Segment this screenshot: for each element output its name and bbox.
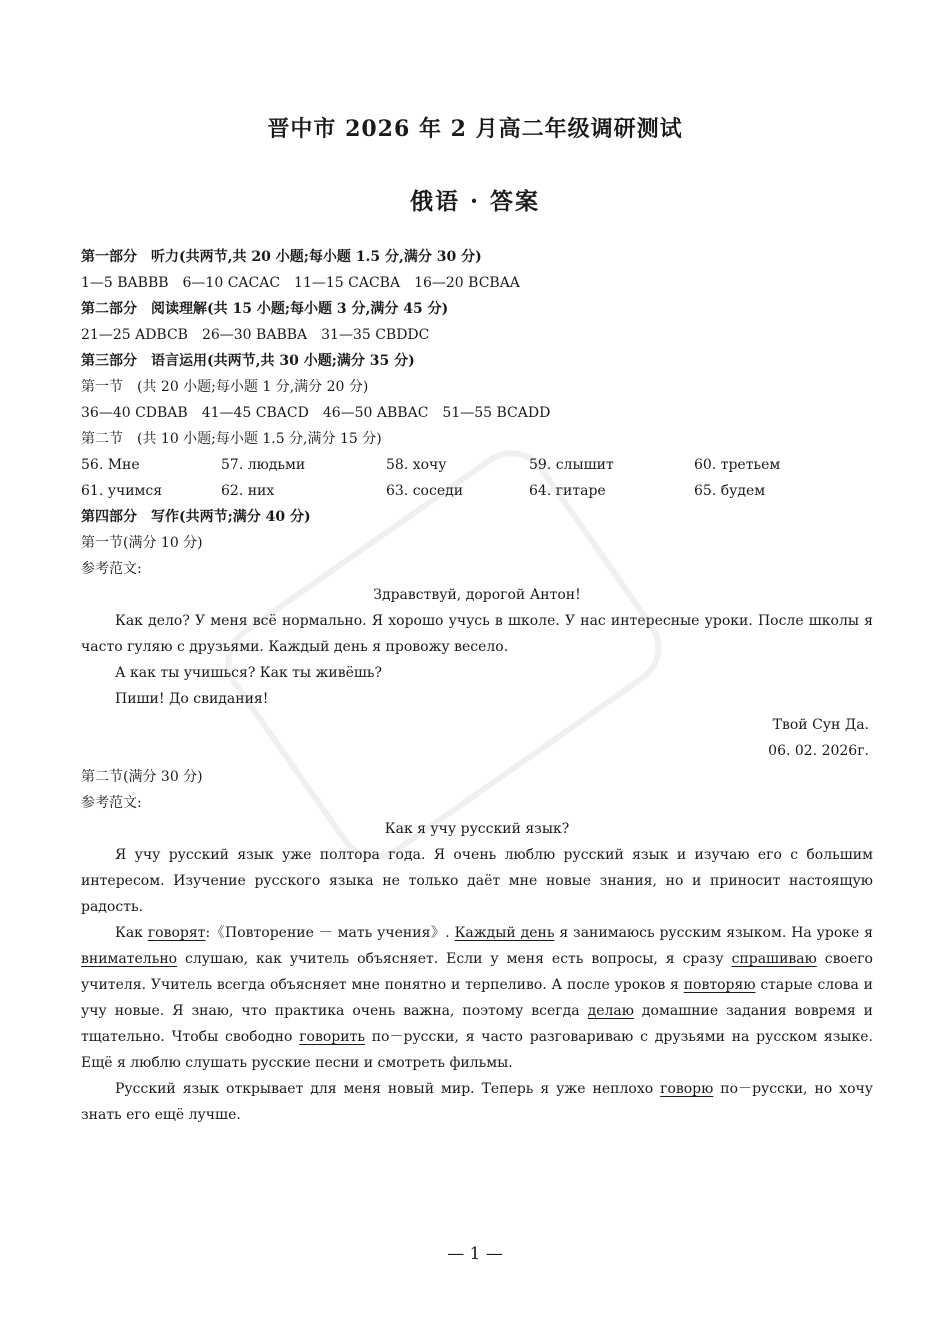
- essay-text: своего учителя. Учитель всегда объясняет мне понятно и терпеливо. А после уроков я: [81, 951, 873, 993]
- fill-answer: 57. людьми: [221, 457, 306, 473]
- underlined-word: делаю: [587, 1003, 634, 1019]
- part4-section2-ref-label: 参考范文:: [81, 795, 142, 811]
- document-title: 晋中市 2026 年 2 月高二年级调研测试: [267, 116, 683, 142]
- part4-heading: 第四部分 写作(共两节;满分 40 分): [81, 509, 311, 525]
- essay-text: домашние задания вовремя и тщательно. Чтобы свободно: [81, 1003, 874, 1045]
- part3-section1-answers: 36—40 CDBAB 41—45 CBACD 46—50 ABBAC 51—55 BCADD: [81, 405, 551, 421]
- underlined-word: спрашиваю: [731, 951, 817, 967]
- part4-section1-ref-label: 参考范文:: [81, 561, 142, 577]
- essay-text: :《Повторение － мать учения》.: [205, 925, 455, 941]
- underlined-word: Каждый день: [454, 925, 555, 941]
- part3-section1-heading: 第一节 (共 20 小题;每小题 1 分,满分 20 分): [81, 379, 369, 395]
- part1-answers: 1—5 BABBB 6—10 CACAC 11—15 CACBA 16—20 BCBAA: [81, 275, 520, 291]
- underlined-word: внимательно: [81, 951, 178, 967]
- essay-text: Как: [115, 925, 148, 941]
- part4-section1-heading: 第一节(满分 10 分): [81, 535, 203, 551]
- essay-paragraph: [81, 920, 873, 1076]
- essay-text: старые слова и учу новые. Я знаю, что практика очень важна, поэтому всегда: [81, 977, 873, 1019]
- part2-heading: 第二部分 阅读理解(共 15 小题;每小题 3 分,满分 45 分): [81, 301, 449, 317]
- document-subtitle: 俄语 · 答案: [409, 188, 541, 215]
- underlined-word: говорят: [147, 925, 206, 941]
- letter-greeting: Здравствуй, дорогой Антон!: [373, 587, 581, 603]
- letter-date: 06. 02. 2026г.: [768, 743, 869, 759]
- fill-answer: 59. слышит: [529, 457, 614, 473]
- fill-answer: 58. хочу: [386, 457, 447, 473]
- essay-text: слушаю, как учитель объясняет. Если у меня есть вопросы, я сразу: [177, 951, 732, 967]
- fill-answer: 65. будем: [694, 483, 766, 499]
- part3-section2-heading: 第二节 (共 10 小题;每小题 1.5 分,满分 15 分): [81, 431, 382, 447]
- letter-paragraph: А как ты учишься? Как ты живёшь?: [115, 665, 383, 681]
- fill-answers-row: [81, 478, 873, 504]
- underlined-word: повторяю: [683, 977, 756, 993]
- part1-heading: 第一部分 听力(共两节,共 20 小题;每小题 1.5 分,满分 30 分): [81, 249, 482, 265]
- essay-text: Русский язык открывает для меня новый мир. Теперь я уже неплохо: [115, 1081, 661, 1097]
- fill-answers-row: [81, 452, 873, 478]
- essay-title: Как я учу русский язык?: [384, 821, 570, 837]
- essay-paragraph: Я учу русский язык уже полтора года. Я очень люблю русский язык и изучаю его с большим интересом. Изучение русского языка не только даёт мне новые знания, но и приносит настоящую радость.: [81, 847, 873, 915]
- underlined-word: говорить: [299, 1029, 365, 1045]
- fill-answer: 62. них: [221, 483, 275, 499]
- part3-heading: 第三部分 语言运用(共两节,共 30 小题;满分 35 分): [81, 353, 415, 369]
- essay-text: по－русски, но хочу знать его ещё лучше.: [81, 1081, 873, 1123]
- fill-answer: 60. третьем: [694, 457, 781, 473]
- essay-text: по－русски, я часто разговариваю с друзьями на русском языке. Ещё я люблю слушать русские песни и смотреть фильмы.: [81, 1029, 874, 1071]
- fill-answer: 63. соседи: [386, 483, 464, 499]
- fill-answer: 61. учимся: [81, 483, 163, 499]
- letter-paragraph: Пиши! До свидания!: [115, 691, 269, 707]
- underlined-word: говорю: [660, 1081, 714, 1097]
- letter-paragraph: Как дело? У меня всё нормально. Я хорошо учусь в школе. У нас интересные уроки. После школы я часто гуляю с друзьями. Каждый день я провожу весело.: [81, 613, 873, 655]
- letter-signature: Твой Сун Да.: [772, 717, 869, 733]
- part4-section2-heading: 第二节(满分 30 分): [81, 769, 203, 785]
- fill-answer: 56. Мне: [81, 457, 140, 473]
- essay-text: я занимаюсь русским языком. На уроке я: [554, 925, 873, 941]
- page-number: — 1 —: [447, 1244, 503, 1264]
- answer-content: [81, 244, 873, 1128]
- part2-answers: 21—25 ADBCB 26—30 BABBA 31—35 CBDDC: [81, 327, 430, 343]
- essay-paragraph: [81, 1076, 873, 1128]
- fill-answer: 64. гитаре: [529, 483, 606, 499]
